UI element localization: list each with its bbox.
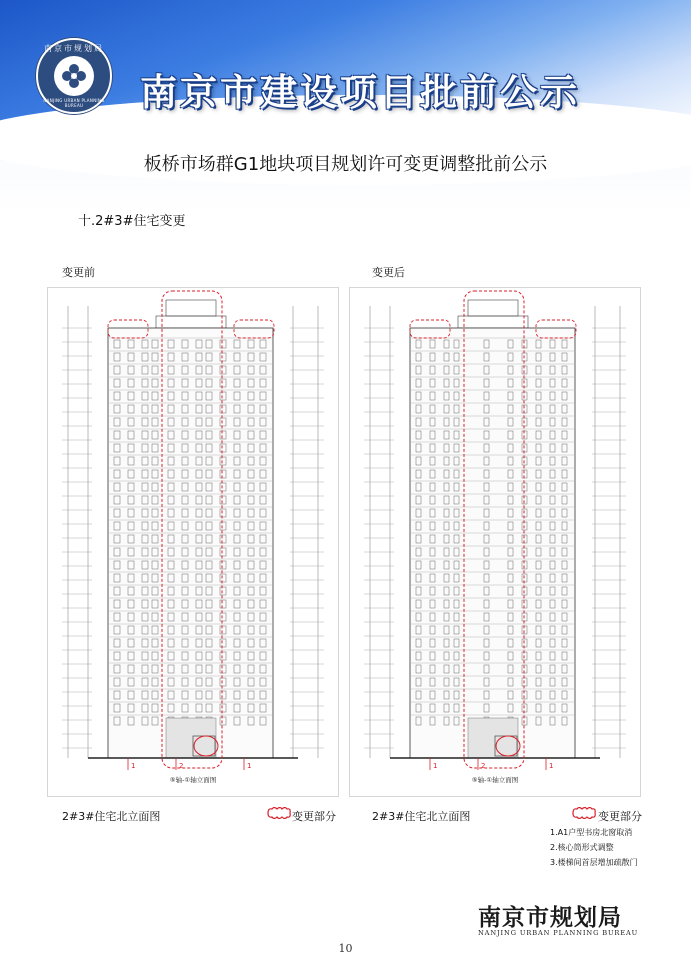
axis-number: 1 <box>433 762 438 770</box>
seal-text-bottom: NANJING URBAN PLANNING BUREAU <box>43 98 105 108</box>
axis-number: 1 <box>247 762 252 770</box>
roof-top <box>468 300 518 316</box>
footer-bureau-name-en: NANJING URBAN PLANNING BUREAU <box>478 929 639 937</box>
change-notes <box>550 825 638 870</box>
after-label: 变更后 <box>372 266 405 279</box>
roof-machine-room <box>458 316 528 328</box>
before-caption: 2#3#住宅北立面图 <box>62 810 161 823</box>
after-elevation-drawing <box>349 287 641 797</box>
page-subtitle: 板桥市场群G1地块项目规划许可变更调整批前公示 <box>143 154 548 175</box>
page-title: 南京市建设项目批前公示 <box>140 70 580 114</box>
legend-label-after: 变更部分 <box>598 810 642 823</box>
section-title: 十.2#3#住宅变更 <box>78 214 186 229</box>
footer-bureau-name: 南京市规划局 <box>478 904 622 931</box>
bureau-seal-logo <box>36 38 112 114</box>
legend-label-before: 变更部分 <box>292 810 336 823</box>
note-item: 3.楼梯间首层增加疏散门 <box>550 858 638 867</box>
axis-label: ⑤轴-①轴立面图 <box>471 776 519 784</box>
axis-number: 2 <box>179 762 184 770</box>
after-elevation-svg <box>350 288 640 796</box>
note-item: 1.A1户型书房北窗取消 <box>550 828 633 837</box>
page-number: 10 <box>338 942 353 955</box>
roof-machine-room <box>156 316 226 328</box>
axis-number: 1 <box>131 762 136 770</box>
before-elevation-drawing <box>47 287 339 797</box>
before-elevation-svg <box>48 288 338 796</box>
axis-number: 1 <box>549 762 554 770</box>
cloud-mark-icon <box>571 807 597 819</box>
lobby-stone <box>468 718 518 758</box>
lobby-stone <box>166 718 216 758</box>
cloud-mark-icon <box>266 807 292 819</box>
after-caption: 2#3#住宅北立面图 <box>372 810 471 823</box>
before-label: 变更前 <box>62 266 95 279</box>
note-item: 2.核心筒形式调整 <box>550 843 614 852</box>
flower-icon <box>60 62 88 90</box>
axis-label: ⑤轴-①轴立面图 <box>169 776 217 784</box>
roof-top <box>166 300 216 316</box>
axis-number: 2 <box>481 762 486 770</box>
seal-text-top: 南京市规划局 <box>44 44 104 53</box>
